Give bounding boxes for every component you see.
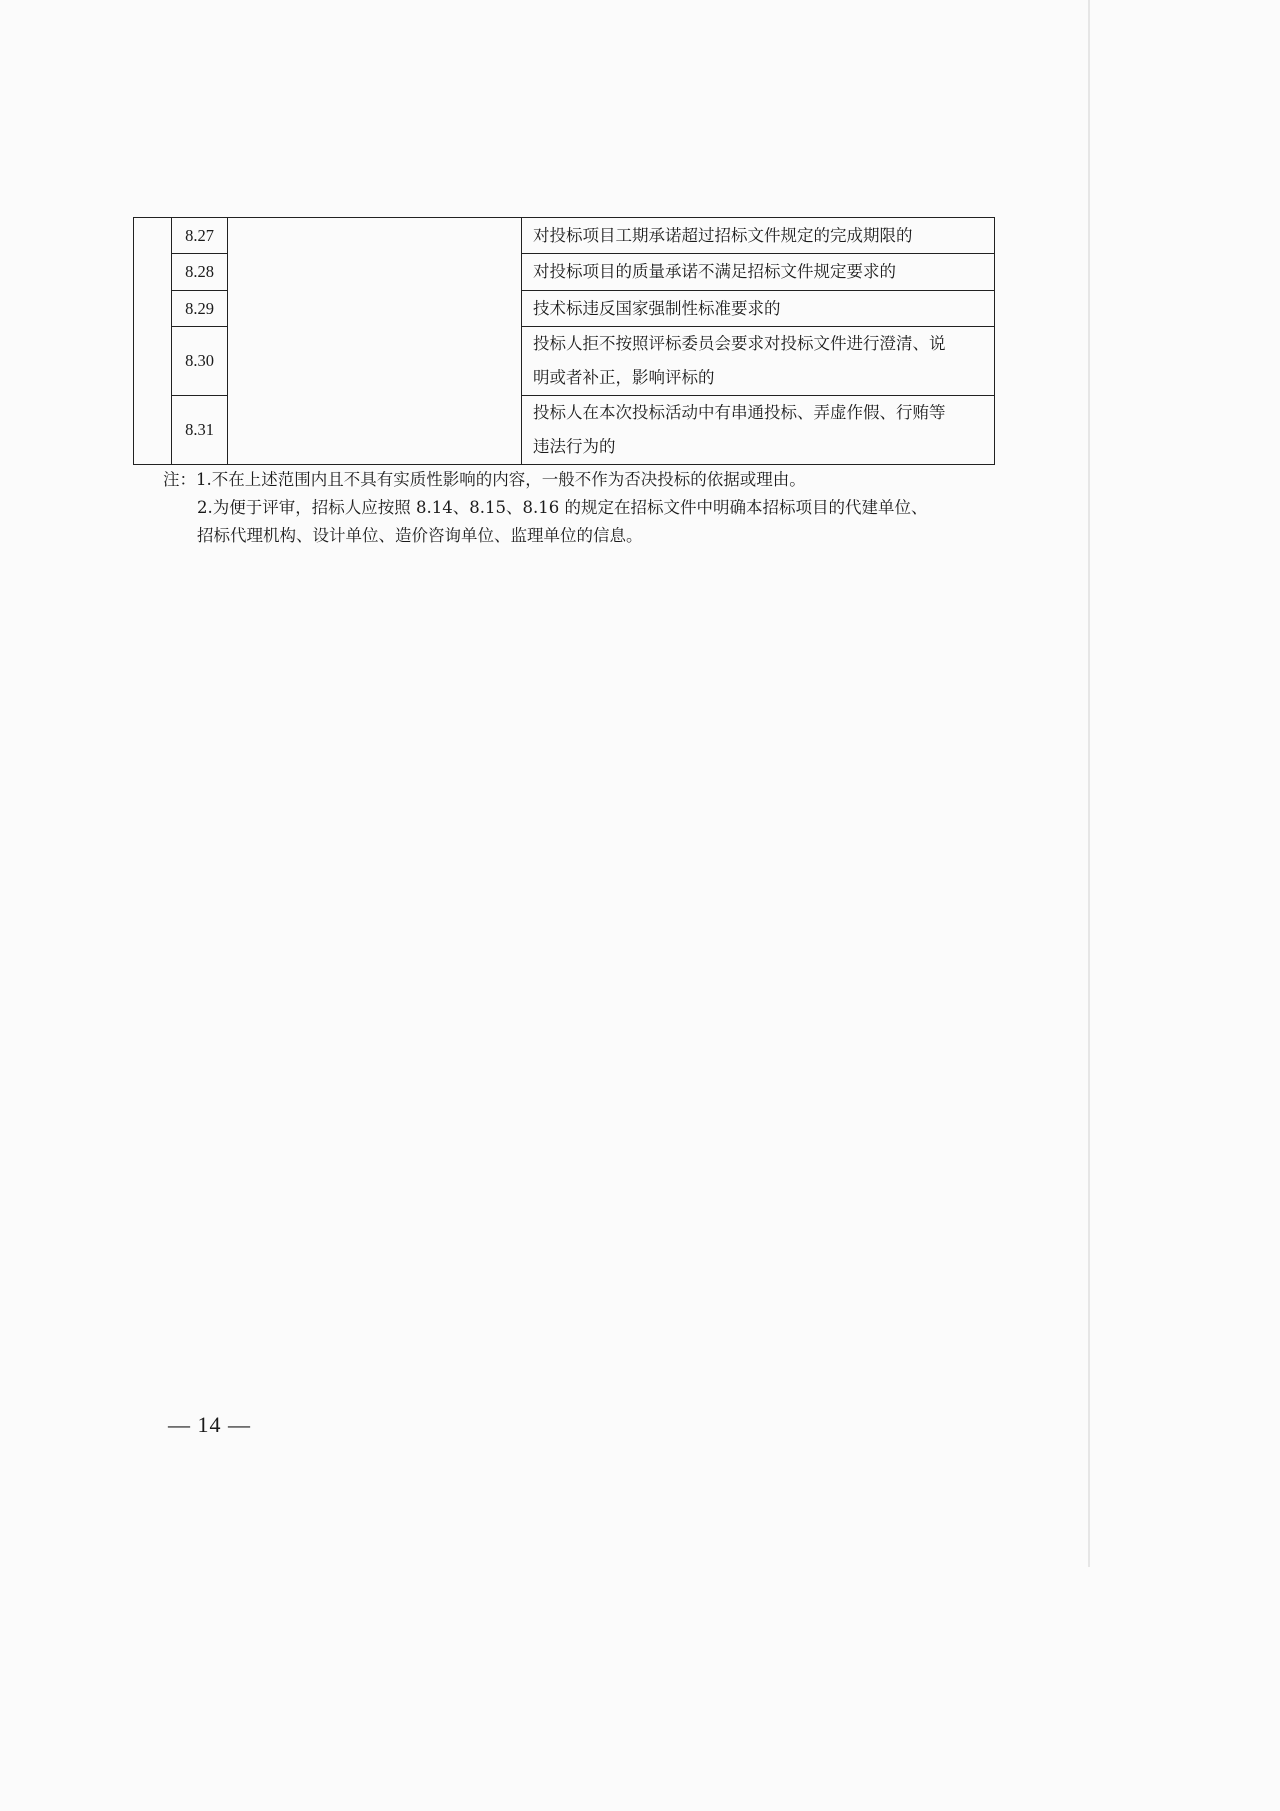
item-description bbox=[522, 327, 995, 396]
note-1: 注：1.不在上述范围内且不具有实质性影响的内容，一般不作为否决投标的依据或理由。 bbox=[163, 470, 806, 489]
description-line: 违法行为的 bbox=[533, 437, 616, 456]
item-number: 8.29 bbox=[172, 291, 228, 327]
description-line: 投标人拒不按照评标委员会要求对投标文件进行澄清、说 bbox=[533, 334, 946, 353]
description-line: 技术标违反国家强制性标准要求的 bbox=[533, 298, 781, 318]
rejection-criteria-table bbox=[133, 217, 995, 465]
description-line: 对投标项目的质量承诺不满足招标文件规定要求的 bbox=[533, 262, 896, 281]
page-edge-shadow bbox=[1088, 0, 1090, 1567]
item-description bbox=[522, 218, 995, 254]
category-cell bbox=[134, 218, 172, 465]
item-number: 8.30 bbox=[172, 327, 228, 396]
item-description bbox=[522, 396, 995, 465]
description-line: 明或者补正，影响评标的 bbox=[533, 368, 715, 387]
item-number: 8.31 bbox=[172, 396, 228, 465]
description-line: 投标人在本次投标活动中有串通投标、弄虚作假、行贿等 bbox=[533, 403, 946, 422]
page-number: — 14 — bbox=[168, 1412, 251, 1437]
description-line: 对投标项目工期承诺超过招标文件规定的完成期限的 bbox=[533, 225, 913, 245]
table-notes bbox=[163, 466, 1003, 550]
item-description bbox=[522, 291, 995, 327]
table-row bbox=[134, 218, 995, 254]
criteria-type-cell bbox=[228, 218, 522, 465]
item-description bbox=[522, 254, 995, 291]
item-number: 8.27 bbox=[172, 218, 228, 254]
note-2: 2.为便于评审，招标人应按照 8.14、8.15、8.16 的规定在招标文件中明确本招标项目的代建单位、 bbox=[197, 498, 928, 517]
note-2-continuation: 招标代理机构、设计单位、造价咨询单位、监理单位的信息。 bbox=[197, 526, 643, 545]
item-number: 8.28 bbox=[172, 254, 228, 291]
